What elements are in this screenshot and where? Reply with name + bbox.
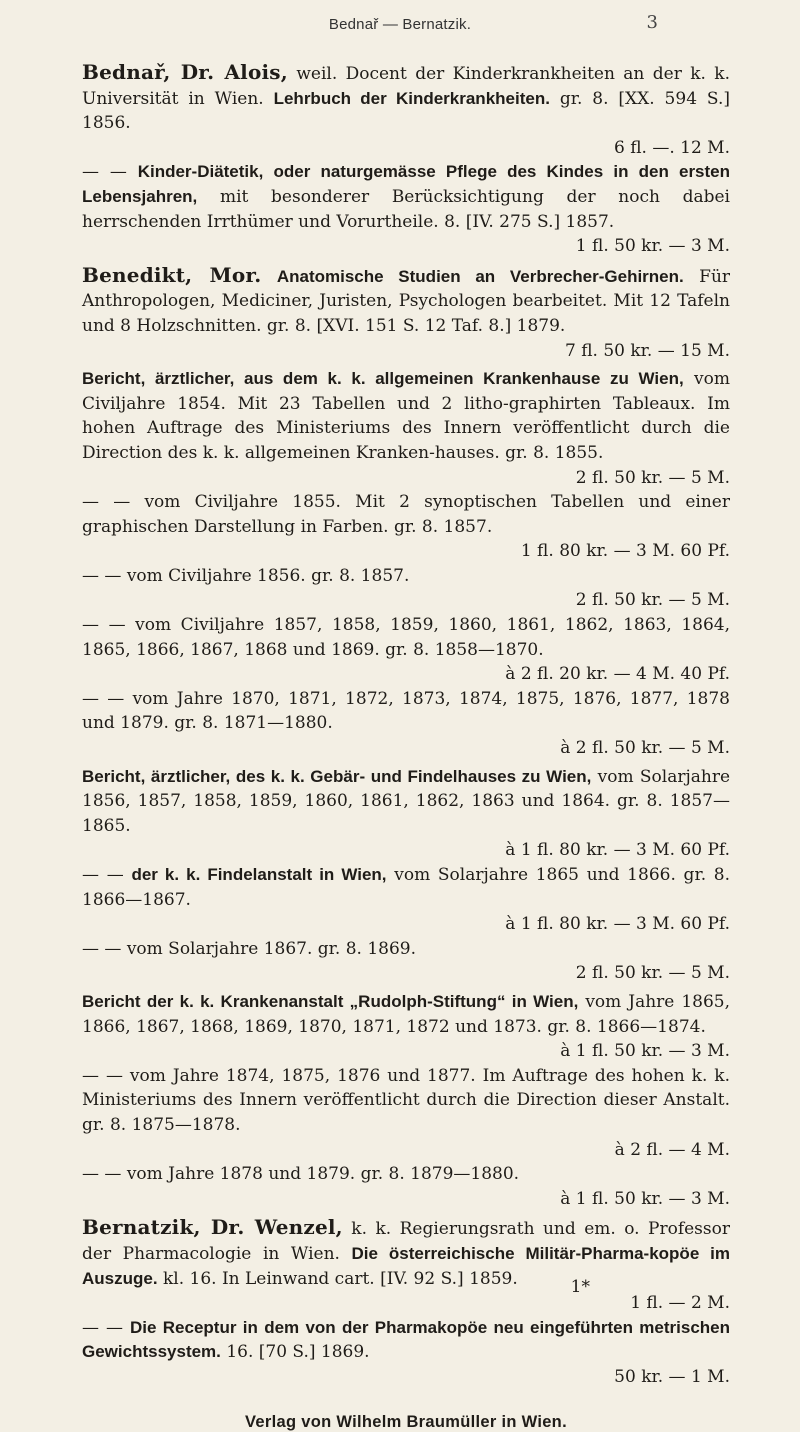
entry-price: à 1 fl. 80 kr. — 3 M. 60 Pf.	[505, 914, 730, 935]
entry-price: 1 fl. — 2 M.	[630, 1293, 730, 1314]
entry-author: — —	[82, 615, 126, 636]
entry-title: Bericht, ärztlicher, des k. k. Gebär- und Findelhauses zu Wien,	[82, 766, 592, 786]
entry-description: vom Civiljahre 1856. gr. 8. 1857.	[126, 565, 410, 586]
entry-price: 2 fl. 50 kr. — 5 M.	[575, 467, 730, 488]
entry-description: vom Solarjahre 1867. gr. 8. 1869.	[126, 938, 417, 959]
entry-description: vom Civiljahre 1855. Mit 2 synoptischen Tabellen und einer graphischen Darstellung in Farben. gr. 8. 1857.	[82, 492, 730, 537]
entry-price: 2 fl. 50 kr. — 5 M.	[575, 590, 730, 611]
entry-price: à 1 fl. 50 kr. — 3 M.	[560, 1188, 730, 1209]
entry-title: Anatomische Studien an Verbrecher-Gehirnen.	[276, 266, 684, 286]
catalog-entry	[82, 160, 730, 258]
running-head: Bednař — Bernatzik.	[328, 16, 472, 33]
entry-author: Bernatzik, Dr. Wenzel,	[82, 1215, 343, 1240]
catalog-entry	[82, 564, 730, 613]
entry-title: Die österreichische Militär-Pharma-kopöe im Auszuge.	[82, 1243, 731, 1288]
entry-description: weil. Docent der Kinderkrankheiten an der k. k. Universität in Wien.	[82, 64, 731, 109]
entry-author: Benedikt, Mor.	[82, 262, 262, 287]
entry-author: — —	[82, 938, 122, 959]
catalog-entry	[82, 1162, 730, 1211]
entry-title: Lehrbuch der Kinderkrankheiten.	[273, 88, 550, 108]
entry-price: 1 fl. 50 kr. — 3 M.	[575, 236, 730, 257]
entry-description: vom Jahre 1865, 1866, 1867, 1868, 1869, 1870, 1871, 1872 und 1873. gr. 8. 1866—1874.	[82, 991, 730, 1037]
entry-description: Für Anthropologen, Mediciner, Juristen, Psychologen bearbeitet. Mit 12 Tafeln und 8 Holzschnitten. gr. 8. [XVI. 151 S. 12 Taf. 8.] 1879.	[82, 266, 731, 336]
catalog-entry	[82, 765, 730, 863]
entry-price: 6 fl. —. 12 M.	[613, 137, 730, 158]
entry-title: Kinder-Diätetik, oder naturgemässe Pflege des Kindes in den ersten Lebensjahren,	[82, 162, 731, 206]
signature-mark: 1*	[570, 1277, 590, 1297]
entry-title: Bericht der k. k. Krankenanstalt „Rudolph-Stiftung“ in Wien,	[82, 991, 579, 1011]
entry-description: vom Civiljahre 1857, 1858, 1859, 1860, 1861, 1862, 1863, 1864, 1865, 1866, 1867, 1868 und 1869. gr. 8. 1858—1870.	[82, 615, 731, 660]
catalog-entry	[82, 263, 730, 363]
catalog-entry	[82, 863, 730, 937]
entry-author: — —	[82, 1065, 123, 1086]
entry-title: Bericht, ärztlicher, aus dem k. k. allgemeinen Krankenhause zu Wien,	[82, 369, 684, 389]
publisher-line: Verlag von Wilhelm Braumüller in Wien.	[245, 1413, 567, 1432]
catalog-entry	[82, 613, 730, 687]
catalog-entry	[82, 937, 730, 986]
entry-price: à 1 fl. 80 kr. — 3 M. 60 Pf.	[505, 840, 730, 861]
catalog-entries	[82, 60, 730, 1389]
entry-price: à 2 fl. 50 kr. — 5 M.	[560, 738, 730, 759]
entry-author: — —	[82, 162, 127, 183]
entry-price: 1 fl. 80 kr. — 3 M. 60 Pf.	[520, 541, 730, 562]
entry-author: — —	[82, 1317, 123, 1338]
entry-price: 7 fl. 50 kr. — 15 M.	[564, 340, 730, 361]
entry-author: — —	[82, 1164, 122, 1185]
entry-description: k. k. Regierungsrath und em. o. Professor der Pharmacologie in Wien.	[82, 1219, 730, 1264]
entry-author: — —	[82, 688, 125, 709]
entry-author: — —	[82, 565, 122, 586]
entry-description: 16. [70 S.] 1869.	[226, 1342, 370, 1363]
entry-description: vom Jahre 1874, 1875, 1876 und 1877. Im Auftrage des hohen k. k. Ministeriums des Innern veröffentlicht durch die Direction dieser Anstalt. gr. 8. 1875—1878.	[82, 1065, 730, 1135]
entry-description: vom Jahre 1870, 1871, 1872, 1873, 1874, 1875, 1876, 1877, 1878 und 1879. gr. 8. 1871—1880.	[82, 688, 730, 734]
entry-description: vom Jahre 1878 und 1879. gr. 8. 1879—1880.	[126, 1164, 520, 1185]
entry-price: 2 fl. 50 kr. — 5 M.	[575, 963, 730, 984]
entry-author: — —	[82, 492, 131, 513]
entry-price: 50 kr. — 1 M.	[614, 1366, 730, 1387]
entry-description: mit besonderer Berücksichtigung der noch dabei herrschenden Irrthümer und Vorurtheile. 8. [IV. 275 S.] 1857.	[82, 186, 730, 232]
catalog-entry	[82, 687, 730, 761]
catalog-entry	[82, 1215, 730, 1315]
entry-description: vom Solarjahre 1865 und 1866. gr. 8. 1866—1867.	[82, 865, 731, 910]
entry-price: à 2 fl. 20 kr. — 4 M. 40 Pf.	[505, 664, 730, 685]
catalog-entry	[82, 990, 730, 1064]
entry-author: — —	[82, 865, 124, 885]
catalog-entry	[82, 1064, 730, 1162]
entry-title: der k. k. Findelanstalt in Wien,	[131, 865, 387, 884]
entry-price: à 2 fl. — 4 M.	[614, 1139, 730, 1160]
catalog-entry	[82, 60, 730, 160]
catalog-entry	[82, 1316, 730, 1390]
entry-price: à 1 fl. 50 kr. — 3 M.	[560, 1041, 730, 1062]
entry-imprint: kl. 16. In Leinwand cart. [IV. 92 S.] 1859.	[162, 1268, 518, 1289]
catalog-entry	[82, 490, 730, 564]
page-number: 3	[646, 12, 658, 33]
entry-description: vom Solarjahre 1856, 1857, 1858, 1859, 1860, 1861, 1862, 1863 und 1864. gr. 8. 1857—1865.	[82, 766, 730, 836]
entry-author: Bednař, Dr. Alois,	[82, 60, 288, 84]
catalog-entry	[82, 367, 730, 490]
entry-imprint: gr. 8. [XX. 594 S.] 1856.	[82, 88, 730, 134]
entry-description: vom Civiljahre 1854. Mit 23 Tabellen und 2 litho-graphirten Tableaux. Im hohen Auftrage des Ministeriums des Innern veröffentlicht durch die Direction des k. k. allgemeinen Kranken-hauses. gr. 8. 1855.	[82, 369, 730, 463]
entry-title: Die Receptur in dem von der Pharmakopöe neu eingeführten metrischen Gewichtssystem.	[82, 1317, 731, 1362]
